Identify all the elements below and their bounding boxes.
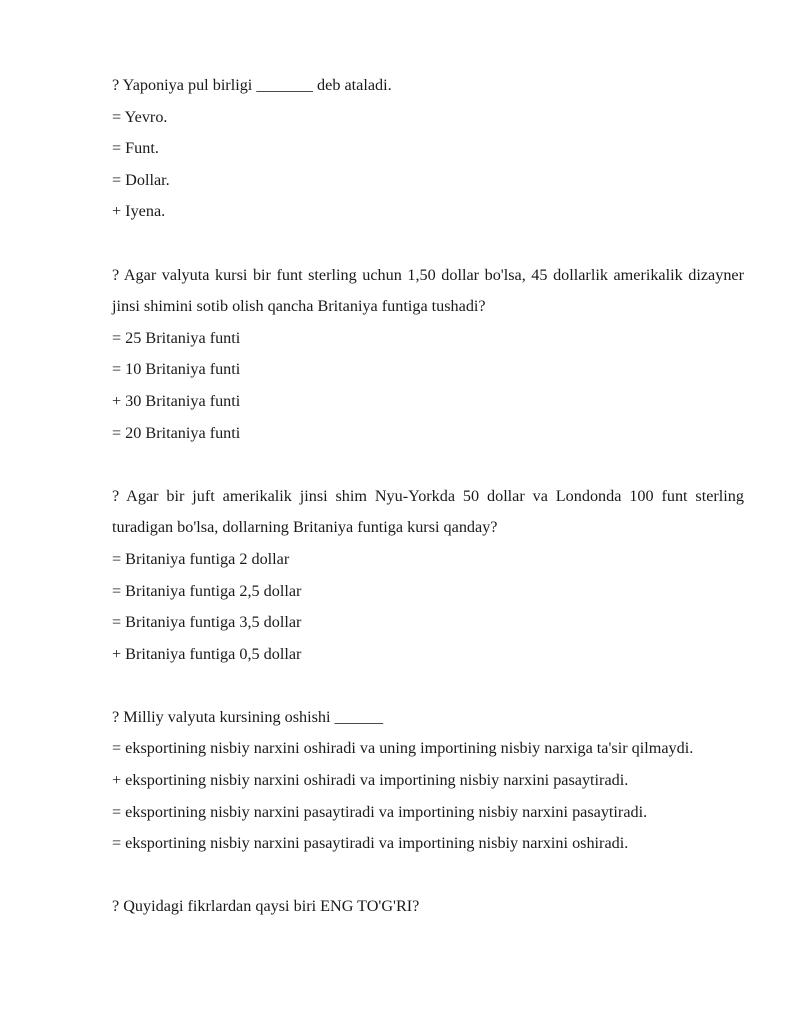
answer-option: = 20 Britaniya funti (112, 423, 241, 442)
question-prompt: ? Quyidagi fikrlardan qaysi biri ENG TO'G'RI? (112, 897, 420, 916)
answer-option: = 10 Britaniya funti (112, 360, 241, 379)
answer-option: = Dollar. (112, 170, 170, 189)
question-prompt: ? Agar bir juft amerikalik jinsi shim Nyu-Yorkda 50 dollar va Londonda 100 funt sterling turadigan bo'lsa, dollarning Britaniya funtiga kursi qanday? (112, 486, 744, 537)
question-1 (112, 70, 744, 228)
answer-option-correct: + eksportining nisbiy narxini oshiradi va importining nisbiy narxini pasaytiradi. (112, 771, 629, 790)
answer-option: = 25 Britaniya funti (112, 328, 241, 347)
question-prompt: ? Yaponiya pul birligi _______ deb ataladi. (112, 76, 392, 94)
question-prompt: ? Agar valyuta kursi bir funt sterling uchun 1,50 dollar bo'lsa, 45 dollarlik amerikalik dizayner jinsi shimini sotib olish qancha Britaniya funtiga tushadi? (112, 265, 744, 316)
answer-option-correct: + Britaniya funtiga 0,5 dollar (112, 644, 302, 663)
answer-option: = eksportining nisbiy narxini pasaytiradi va importining nisbiy narxini pasaytiradi. (112, 802, 648, 821)
document-body (112, 70, 744, 955)
answer-option-correct: + 30 Britaniya funti (112, 391, 241, 410)
question-5 (112, 891, 744, 923)
answer-option: = Britaniya funtiga 2 dollar (112, 549, 290, 568)
question-prompt: ? Milliy valyuta kursining oshishi ______ (112, 707, 384, 726)
answer-option: = Funt. (112, 139, 159, 158)
answer-option: = Britaniya funtiga 3,5 dollar (112, 613, 302, 632)
answer-option: = eksportining nisbiy narxini pasaytiradi va importining nisbiy narxini oshiradi. (112, 834, 629, 853)
question-2 (112, 260, 744, 450)
question-3 (112, 481, 744, 671)
answer-option-correct: + Iyena. (112, 202, 166, 221)
answer-option: = eksportining nisbiy narxini oshiradi va uning importining nisbiy narxiga ta'sir qilmaydi. (112, 739, 694, 758)
answer-option: = Yevro. (112, 107, 168, 126)
answer-option: = Britaniya funtiga 2,5 dollar (112, 581, 302, 600)
question-4 (112, 702, 744, 860)
